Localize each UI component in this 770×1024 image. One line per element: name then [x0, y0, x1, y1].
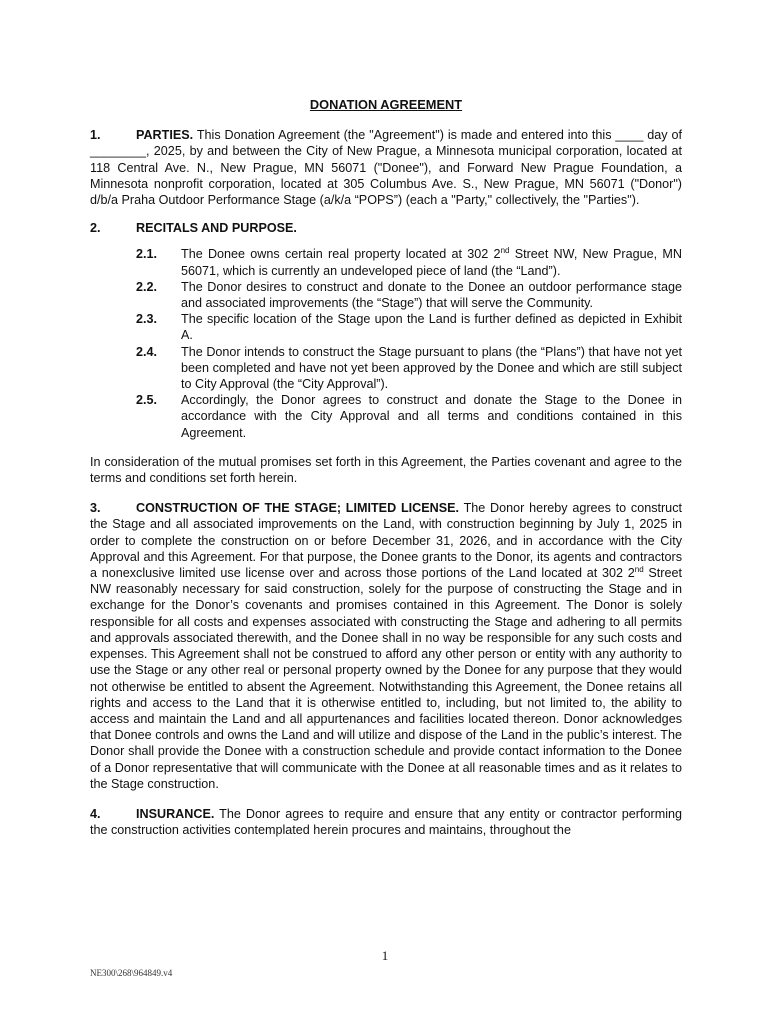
section-heading: INSURANCE. — [136, 806, 215, 821]
recital-number: 2.1. — [136, 247, 158, 262]
section-insurance — [90, 806, 682, 838]
section-text: The Donor hereby agrees to construct the Stage and all associated improvements on the Land, with construction beginning by July 1, 2025 in order to complete the construction on or before December 31, 2026, and in accordance with the City Approval and this Agreement. For that purpose, the Donee grants to the Donor, its agents and contractors a nonexclusive limited use license over and across those portions of the Land located at 302 2 — [90, 501, 682, 581]
section-number: 2. — [90, 221, 101, 236]
recital-number: 2.2. — [136, 279, 158, 294]
section-superscript: nd — [634, 564, 644, 574]
section-heading: CONSTRUCTION OF THE STAGE; LIMITED LICENSE. — [136, 501, 460, 516]
recital-text: Accordingly, the Donor agrees to construct and donate the Stage to the Donee in accordance with the City Approval and all terms and conditions contained in this Agreement. — [181, 393, 682, 440]
document-body — [90, 97, 682, 838]
recital-text-cont: Street NW, New Prague, MN 56071, which is currently an undeveloped piece of land (the “Land”). — [181, 247, 682, 278]
section-number: 1. — [90, 128, 101, 143]
recital-text: The specific location of the Stage upon the Land is further defined as depicted in Exhibit A. — [181, 312, 682, 343]
section-construction — [90, 500, 682, 792]
consideration-paragraph: In consideration of the mutual promises set forth in this Agreement, the Parties covenant and agree to the terms and conditions set forth herein. — [90, 454, 682, 486]
section-heading: RECITALS AND PURPOSE. — [136, 221, 297, 236]
section-parties — [90, 127, 682, 208]
recital-text: The Donor desires to construct and donate to the Donee an outdoor performance stage and associated improvements (the “Stage”) that will serve the Community. — [181, 279, 682, 311]
section-number: 4. — [90, 806, 101, 821]
recital-superscript: nd — [500, 246, 510, 256]
document-title: DONATION AGREEMENT — [309, 97, 463, 112]
recital-list — [90, 246, 682, 440]
recital-text: The Donor intends to construct the Stage pursuant to plans (the “Plans”) that have not yet been completed and have not yet been approved by the Donee and which are still subject to City Approval (the “City Approval”). — [181, 344, 682, 392]
recital-item — [90, 279, 682, 311]
section-text: This Donation Agreement (the "Agreement") is made and entered into this ____ day of ________, 2025, by and between the City of New Prague, a Minnesota municipal corporation, located at 118 Central Ave. N., New Prague, MN 56071 ("Donee"), and Forward New Prague Foundation, a Minnesota nonprofit corporation, located at 305 Columbus Ave. S., New Prague, MN 56071 ("Donor") d/b/a Praha Outdoor Performance Stage (a/k/a “POPS”) (each a "Party," collectively, the "Parties"). — [90, 128, 682, 208]
recital-number: 2.3. — [136, 312, 158, 327]
recital-item — [90, 392, 682, 441]
document-id: NE300\268\964849.v4 — [90, 968, 173, 978]
page-number: 1 — [381, 948, 389, 963]
recital-item — [90, 311, 682, 343]
recital-text: The Donee owns certain real property located at 302 2 — [181, 247, 501, 262]
section-text-cont: Street NW reasonably necessary for said construction, solely for the purpose of constructing the Stage and in exchange for the Donor’s covenants and promises contained in this Agreement. The Donor is solely responsible for all costs and expenses associated with constructing the Stage and adhering to all permits and approvals associated therewith, and the Donee shall in no way be responsible for any such costs and expenses. This Agreement shall not be construed to afford any other person or entity with any authority to use the Stage or any other real or personal property owned by the Donee for any purpose that they would not otherwise be entitled to absent the Agreement. Notwithstanding this Agreement, the Donee retains all rights and access to the Land that it is otherwise entitled to, including, but not limited to, the ability to access and maintain the Land and all appurtenances and facilities located thereon. Donor acknowledges that Donee controls and owns the Land and will utilize and dispose of the Land in the public’s interest. The Donor shall provide the Donee with a construction schedule and provide contact information to the Donee of a Donor representative that will communicate with the Donee at all reasonable times and as it relates to the Stage construction. — [90, 566, 682, 791]
section-heading: PARTIES. — [136, 128, 194, 143]
recital-number: 2.5. — [136, 393, 158, 408]
recital-number: 2.4. — [136, 344, 158, 359]
section-number: 3. — [90, 501, 101, 516]
recital-item — [90, 246, 682, 278]
recital-item — [90, 344, 682, 393]
section-text: The Donor agrees to require and ensure that any entity or contractor performing the construction activities contemplated herein procures and maintains, throughout the — [90, 806, 682, 838]
section-recitals-heading — [90, 220, 682, 236]
